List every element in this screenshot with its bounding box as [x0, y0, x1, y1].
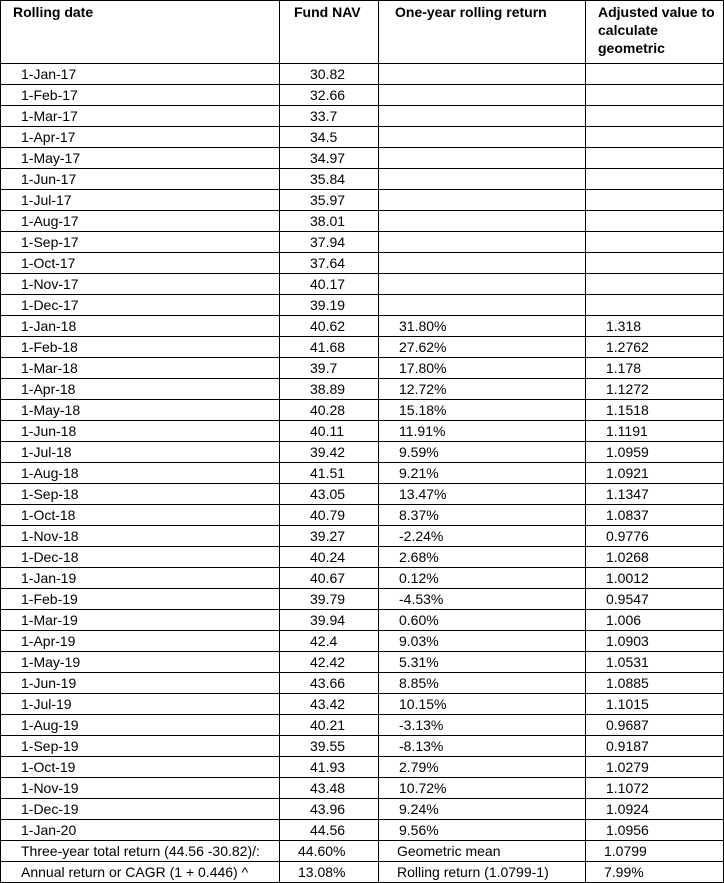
nav-cell: 40.79 [280, 505, 379, 526]
date-cell: 1-May-18 [1, 400, 280, 421]
table-row [1, 568, 724, 589]
return-cell: 9.59% [379, 442, 586, 463]
date-cell: 1-Aug-19 [1, 715, 280, 736]
nav-cell: 34.5 [280, 127, 379, 148]
nav-cell: 43.66 [280, 673, 379, 694]
nav-cell: 38.01 [280, 211, 379, 232]
summary-value: 1.0799 [586, 841, 724, 862]
return-cell: 15.18% [379, 400, 586, 421]
adjusted-cell: 1.1272 [586, 379, 724, 400]
date-cell: 1-Oct-18 [1, 505, 280, 526]
nav-cell: 43.42 [280, 694, 379, 715]
date-cell: 1-Mar-18 [1, 358, 280, 379]
date-cell: 1-Dec-19 [1, 799, 280, 820]
summary-value: 13.08% [280, 862, 379, 883]
adjusted-cell: 1.0924 [586, 799, 724, 820]
return-cell [379, 127, 586, 148]
table-row [1, 169, 724, 190]
adjusted-cell [586, 127, 724, 148]
nav-cell: 39.94 [280, 610, 379, 631]
return-cell: 27.62% [379, 337, 586, 358]
table-row [1, 421, 724, 442]
date-cell: 1-Apr-17 [1, 127, 280, 148]
table-row [1, 316, 724, 337]
date-cell: 1-Sep-19 [1, 736, 280, 757]
nav-cell: 43.48 [280, 778, 379, 799]
adjusted-cell: 1.006 [586, 610, 724, 631]
return-cell: 9.03% [379, 631, 586, 652]
nav-cell: 35.84 [280, 169, 379, 190]
return-cell [379, 211, 586, 232]
date-cell: 1-Mar-19 [1, 610, 280, 631]
table-row [1, 106, 724, 127]
date-cell: 1-Jul-19 [1, 694, 280, 715]
table-row [1, 190, 724, 211]
header-rolling-date: Rolling date [1, 1, 280, 64]
date-cell: 1-Mar-17 [1, 106, 280, 127]
nav-cell: 40.62 [280, 316, 379, 337]
header-fund-nav: Fund NAV [280, 1, 379, 64]
adjusted-cell: 1.1518 [586, 400, 724, 421]
nav-cell: 39.79 [280, 589, 379, 610]
nav-cell: 40.24 [280, 547, 379, 568]
date-cell: 1-Nov-18 [1, 526, 280, 547]
adjusted-cell: 1.0903 [586, 631, 724, 652]
table-row [1, 715, 724, 736]
table-row [1, 736, 724, 757]
nav-cell: 37.94 [280, 232, 379, 253]
date-cell: 1-Jan-19 [1, 568, 280, 589]
nav-cell: 32.66 [280, 85, 379, 106]
table-row [1, 484, 724, 505]
adjusted-cell: 0.9187 [586, 736, 724, 757]
nav-cell: 39.7 [280, 358, 379, 379]
return-cell: 0.60% [379, 610, 586, 631]
adjusted-cell: 1.0959 [586, 442, 724, 463]
return-cell: 10.15% [379, 694, 586, 715]
date-cell: 1-Jun-19 [1, 673, 280, 694]
nav-cell: 40.21 [280, 715, 379, 736]
adjusted-cell [586, 295, 724, 316]
table-row [1, 631, 724, 652]
header-adjusted-value: Adjusted value to calculate geometric [586, 1, 724, 64]
adjusted-cell [586, 106, 724, 127]
date-cell: 1-Jun-18 [1, 421, 280, 442]
nav-cell: 42.4 [280, 631, 379, 652]
return-cell: 8.85% [379, 673, 586, 694]
return-cell: 17.80% [379, 358, 586, 379]
nav-cell: 35.97 [280, 190, 379, 211]
summary-label: Three-year total return (44.56 -30.82)/: [1, 841, 280, 862]
table-row [1, 526, 724, 547]
adjusted-cell [586, 85, 724, 106]
nav-cell: 41.93 [280, 757, 379, 778]
table-row [1, 610, 724, 631]
table-row [1, 694, 724, 715]
table-row [1, 442, 724, 463]
return-cell [379, 190, 586, 211]
adjusted-cell: 0.9776 [586, 526, 724, 547]
return-cell [379, 253, 586, 274]
date-cell: 1-Jul-17 [1, 190, 280, 211]
date-cell: 1-Jan-17 [1, 64, 280, 85]
return-cell [379, 169, 586, 190]
table-row [1, 232, 724, 253]
table-row [1, 211, 724, 232]
date-cell: 1-May-19 [1, 652, 280, 673]
adjusted-cell: 1.1191 [586, 421, 724, 442]
table-row [1, 547, 724, 568]
date-cell: 1-Jun-17 [1, 169, 280, 190]
date-cell: 1-Jul-18 [1, 442, 280, 463]
adjusted-cell [586, 190, 724, 211]
return-cell: -3.13% [379, 715, 586, 736]
adjusted-cell: 1.0279 [586, 757, 724, 778]
return-cell: 10.72% [379, 778, 586, 799]
return-cell: 31.80% [379, 316, 586, 337]
adjusted-cell: 1.0531 [586, 652, 724, 673]
date-cell: 1-Nov-17 [1, 274, 280, 295]
return-cell: 2.79% [379, 757, 586, 778]
adjusted-cell [586, 148, 724, 169]
table-row [1, 337, 724, 358]
nav-cell: 40.17 [280, 274, 379, 295]
return-cell: 2.68% [379, 547, 586, 568]
summary-label: Annual return or CAGR (1 + 0.446) ^ [1, 862, 280, 883]
adjusted-cell: 1.0012 [586, 568, 724, 589]
adjusted-cell: 1.0268 [586, 547, 724, 568]
adjusted-cell [586, 232, 724, 253]
return-cell: 9.24% [379, 799, 586, 820]
date-cell: 1-Oct-17 [1, 253, 280, 274]
return-cell [379, 148, 586, 169]
return-cell: 0.12% [379, 568, 586, 589]
date-cell: 1-Feb-18 [1, 337, 280, 358]
nav-cell: 43.96 [280, 799, 379, 820]
table-row [1, 778, 724, 799]
adjusted-cell: 1.0885 [586, 673, 724, 694]
return-cell [379, 106, 586, 127]
adjusted-cell: 1.318 [586, 316, 724, 337]
table-row [1, 757, 724, 778]
return-cell: 9.21% [379, 463, 586, 484]
nav-cell: 42.42 [280, 652, 379, 673]
table-row [1, 463, 724, 484]
adjusted-cell [586, 274, 724, 295]
return-cell: 12.72% [379, 379, 586, 400]
table-row [1, 85, 724, 106]
summary-row [1, 841, 724, 862]
header-one-year-rolling-return: One-year rolling return [379, 1, 586, 64]
adjusted-cell [586, 253, 724, 274]
adjusted-cell: 1.0837 [586, 505, 724, 526]
header-row [1, 1, 724, 64]
date-cell: 1-Dec-18 [1, 547, 280, 568]
table-row [1, 148, 724, 169]
table-row [1, 589, 724, 610]
return-cell [379, 274, 586, 295]
nav-cell: 40.67 [280, 568, 379, 589]
return-cell: 13.47% [379, 484, 586, 505]
table-row [1, 400, 724, 421]
date-cell: 1-Jan-18 [1, 316, 280, 337]
return-cell: -4.53% [379, 589, 586, 610]
nav-cell: 30.82 [280, 64, 379, 85]
return-cell: -2.24% [379, 526, 586, 547]
nav-cell: 40.11 [280, 421, 379, 442]
date-cell: 1-Apr-18 [1, 379, 280, 400]
adjusted-cell: 1.178 [586, 358, 724, 379]
return-cell: 5.31% [379, 652, 586, 673]
date-cell: 1-Sep-17 [1, 232, 280, 253]
table-row [1, 505, 724, 526]
date-cell: 1-Oct-19 [1, 757, 280, 778]
date-cell: 1-Feb-17 [1, 85, 280, 106]
table-row [1, 673, 724, 694]
adjusted-cell: 1.0921 [586, 463, 724, 484]
table-row [1, 820, 724, 841]
summary-value: 44.60% [280, 841, 379, 862]
return-cell [379, 232, 586, 253]
table-row [1, 127, 724, 148]
adjusted-cell: 1.2762 [586, 337, 724, 358]
adjusted-cell: 1.1347 [586, 484, 724, 505]
table-row [1, 379, 724, 400]
adjusted-cell: 0.9687 [586, 715, 724, 736]
nav-cell: 44.56 [280, 820, 379, 841]
summary-row [1, 862, 724, 883]
table-row [1, 274, 724, 295]
date-cell: 1-Dec-17 [1, 295, 280, 316]
nav-cell: 41.51 [280, 463, 379, 484]
date-cell: 1-Aug-18 [1, 463, 280, 484]
return-cell: 9.56% [379, 820, 586, 841]
adjusted-cell [586, 64, 724, 85]
nav-cell: 40.28 [280, 400, 379, 421]
adjusted-cell: 1.0956 [586, 820, 724, 841]
date-cell: 1-Jan-20 [1, 820, 280, 841]
return-cell: -8.13% [379, 736, 586, 757]
nav-cell: 39.27 [280, 526, 379, 547]
return-cell: 8.37% [379, 505, 586, 526]
nav-cell: 39.55 [280, 736, 379, 757]
table-row [1, 799, 724, 820]
date-cell: 1-Sep-18 [1, 484, 280, 505]
date-cell: 1-Apr-19 [1, 631, 280, 652]
nav-cell: 33.7 [280, 106, 379, 127]
date-cell: 1-Feb-19 [1, 589, 280, 610]
summary-label: Rolling return (1.0799-1) [379, 862, 586, 883]
date-cell: 1-Aug-17 [1, 211, 280, 232]
nav-cell: 39.42 [280, 442, 379, 463]
return-cell [379, 85, 586, 106]
adjusted-cell [586, 211, 724, 232]
table-row [1, 358, 724, 379]
nav-cell: 34.97 [280, 148, 379, 169]
nav-cell: 38.89 [280, 379, 379, 400]
table-row [1, 64, 724, 85]
nav-cell: 39.19 [280, 295, 379, 316]
table-row [1, 253, 724, 274]
table-row [1, 295, 724, 316]
adjusted-cell: 0.9547 [586, 589, 724, 610]
return-cell: 11.91% [379, 421, 586, 442]
nav-cell: 37.64 [280, 253, 379, 274]
adjusted-cell [586, 169, 724, 190]
nav-cell: 43.05 [280, 484, 379, 505]
date-cell: 1-May-17 [1, 148, 280, 169]
adjusted-cell: 1.1015 [586, 694, 724, 715]
summary-value: 7.99% [586, 862, 724, 883]
summary-label: Geometric mean [379, 841, 586, 862]
return-cell [379, 295, 586, 316]
return-cell [379, 64, 586, 85]
adjusted-cell: 1.1072 [586, 778, 724, 799]
nav-cell: 41.68 [280, 337, 379, 358]
table-row [1, 652, 724, 673]
date-cell: 1-Nov-19 [1, 778, 280, 799]
